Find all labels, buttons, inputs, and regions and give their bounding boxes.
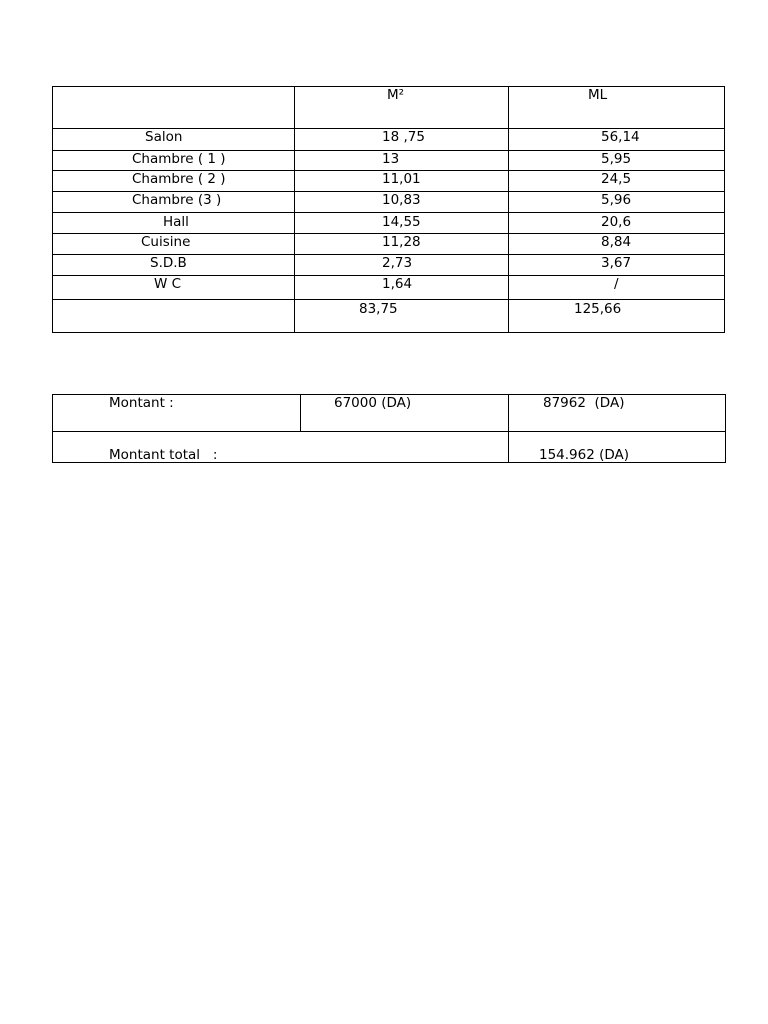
row-ml-value: / — [614, 276, 619, 292]
row-ml-value: 8,84 — [601, 234, 632, 250]
row-ml-value: 5,95 — [601, 151, 632, 167]
row-label: W C — [154, 276, 182, 292]
row-ml-value: 5,96 — [601, 192, 632, 208]
amount-table-col-divider-2 — [508, 394, 509, 463]
area-table — [52, 86, 725, 333]
row-label: S.D.B — [150, 255, 187, 271]
row-m2-value: 11,01 — [382, 171, 421, 187]
row-label: Chambre ( 2 ) — [132, 171, 226, 187]
row-m2-value: 11,28 — [382, 234, 421, 250]
montant-m2-value: 67000 (DA) — [334, 395, 412, 411]
row-ml-value: 20,6 — [601, 214, 632, 230]
area-table-col-divider-1 — [294, 86, 295, 333]
row-label: Chambre ( 1 ) — [132, 151, 226, 167]
row-ml-value: 56,14 — [601, 129, 640, 145]
row-m2-value: 14,55 — [382, 214, 421, 230]
montant-ml-value: 87962 (DA) — [543, 395, 625, 411]
row-label: Salon — [145, 129, 183, 145]
row-ml-value: 3,67 — [601, 255, 632, 271]
total-ml: 125,66 — [574, 301, 622, 317]
header-ml: ML — [588, 87, 608, 103]
area-table-col-divider-2 — [508, 86, 509, 333]
row-m2-value: 10,83 — [382, 192, 421, 208]
total-m2: 83,75 — [359, 301, 398, 317]
area-table-row-divider — [52, 212, 725, 213]
row-label: Cuisine — [141, 234, 191, 250]
row-m2-value: 1,64 — [382, 276, 413, 292]
row-ml-value: 24,5 — [601, 171, 632, 187]
row-m2-value: 2,73 — [382, 255, 413, 271]
row-label: Chambre (3 ) — [132, 192, 222, 208]
header-m2: M² — [387, 87, 405, 103]
montant-total-value: 154.962 (DA) — [539, 447, 630, 463]
row-m2-value: 18 ,75 — [382, 129, 425, 145]
amount-table-row-divider — [52, 431, 726, 432]
amount-table-col-divider-1 — [300, 394, 301, 431]
row-label: Hall — [163, 214, 189, 230]
montant-total-label: Montant total : — [109, 447, 218, 463]
montant-label: Montant : — [109, 395, 174, 411]
row-m2-value: 13 — [382, 151, 400, 167]
area-table-row-divider — [52, 299, 725, 300]
